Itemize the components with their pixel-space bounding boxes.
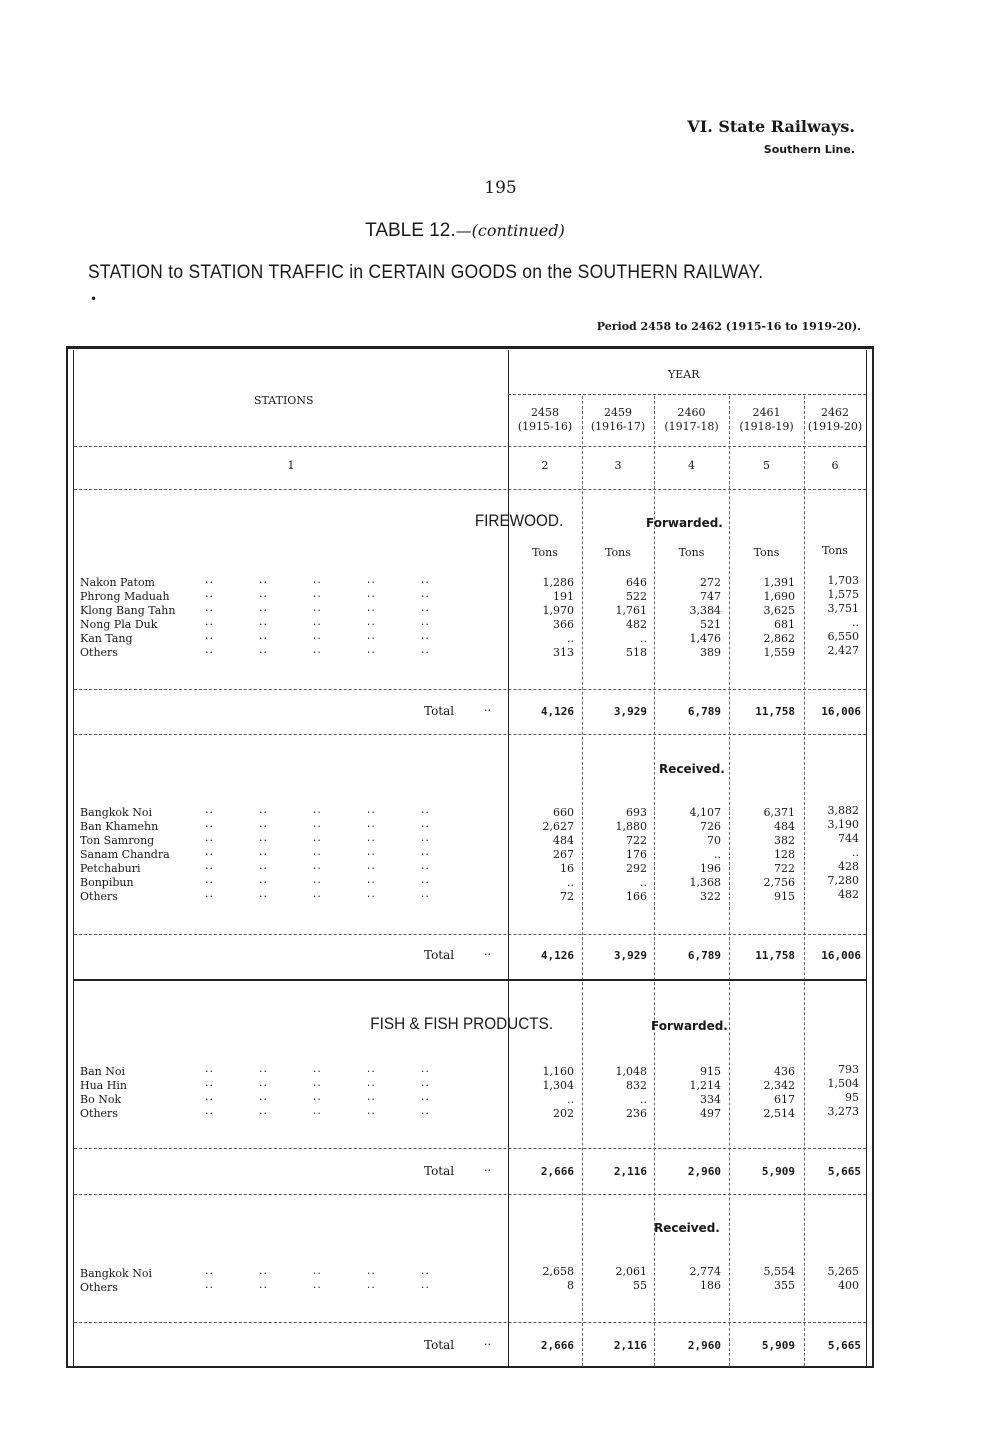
cell: 681	[774, 618, 795, 631]
cell: ..	[640, 876, 647, 889]
cell: 55	[633, 1279, 647, 1292]
station-name: Bangkok Noi	[80, 1267, 152, 1280]
cell: 1,504	[827, 1077, 859, 1090]
year-values-col-5	[764, 1065, 796, 1121]
cell: 722	[626, 834, 647, 847]
cell: 6,371	[763, 806, 795, 819]
cell: 186	[700, 1279, 721, 1292]
cell: 400	[838, 1279, 859, 1292]
cell: 497	[700, 1107, 721, 1120]
total-rule	[74, 1322, 866, 1323]
total-rule	[74, 1148, 866, 1149]
cell: 3,190	[827, 818, 859, 831]
total-cell: 2,116	[613, 1165, 647, 1178]
unit-label: Tons	[753, 546, 780, 559]
total-cell: 2,960	[687, 1165, 721, 1178]
total-cell: 16,006	[821, 705, 861, 718]
total-cell: 5,909	[761, 1165, 795, 1178]
stray-mark: •	[90, 292, 98, 306]
station-name: Others	[80, 890, 118, 903]
cell: 521	[700, 618, 721, 631]
cell: 2,514	[763, 1107, 795, 1120]
station-name: Phrong Maduah	[80, 590, 170, 603]
total-label: Total	[424, 704, 455, 718]
cell: 482	[838, 888, 859, 901]
unit-label: Tons	[822, 544, 848, 557]
table-right-rule	[872, 346, 874, 1368]
firewood-forwarded-label: Forwarded.	[646, 516, 723, 530]
cell: 646	[626, 576, 647, 589]
col-number-1: 1	[287, 459, 295, 472]
station-name: Others	[80, 646, 118, 659]
year-header: YEAR	[668, 368, 700, 381]
col-sep-5	[804, 396, 805, 1366]
unit-label: Tons	[605, 546, 631, 559]
year-col-3	[654, 406, 729, 434]
year-rule	[508, 394, 866, 395]
cell: ..	[852, 846, 859, 859]
total-cell: 2,666	[540, 1165, 574, 1178]
table-title: STATION to STATION TRAFFIC in CERTAIN GOODS on the SOUTHERN RAILWAY.	[88, 262, 764, 283]
cell: 722	[774, 862, 795, 875]
cell: 428	[838, 860, 859, 873]
station-name: Petchaburi	[80, 862, 141, 875]
cell: 522	[626, 590, 647, 603]
year-ce: (1917-18)	[664, 420, 719, 433]
cell: 915	[700, 1065, 721, 1078]
station-name: Nakon Patom	[80, 576, 155, 589]
year-values-col-6	[828, 574, 860, 658]
total-cell: 4,126	[540, 705, 574, 718]
year-values-col-4	[690, 1265, 722, 1293]
cell: 660	[553, 806, 574, 819]
col-sep-stations	[508, 350, 509, 1366]
header-rule-1	[74, 446, 866, 447]
total-label: Total	[424, 948, 455, 962]
year-values-col-3	[616, 1065, 648, 1121]
cell: 1,304	[542, 1079, 574, 1092]
year-col-4	[729, 406, 804, 434]
leader-dots: ·· ·· ·· ·· ·· ·· ·· ·· ·· ·· ·· ·· ·· ·· ·· ·· ·· ·· ·· ·· ·· ·· ·· ·· ·· ·· ·· ·· ·· ·· ·· ·· ·· ·· ··	[205, 806, 430, 903]
cell: ..	[567, 876, 574, 889]
cell: ..	[714, 848, 721, 861]
cell: 1,476	[689, 632, 721, 645]
cell: 191	[553, 590, 574, 603]
cell: 1,286	[542, 576, 574, 589]
cell: 70	[707, 834, 721, 847]
cell: 366	[553, 618, 574, 631]
section-heading: VI. State Railways.	[687, 117, 855, 136]
year-values-col-3	[616, 576, 648, 660]
leader-dots: ··	[484, 1164, 491, 1177]
unit-label: Tons	[532, 546, 558, 559]
cell: 267	[553, 848, 574, 861]
cell: 1,214	[689, 1079, 721, 1092]
year-values-col-4	[690, 576, 722, 660]
total-cell: 3,929	[613, 949, 647, 962]
cell: 95	[845, 1091, 859, 1104]
cell: 3,751	[827, 602, 859, 615]
station-name: Bangkok Noi	[80, 806, 152, 819]
col-sep-2	[582, 396, 583, 1366]
firewood-received-label: Received.	[659, 762, 725, 776]
leader-dots: ·· ·· ·· ·· ·· ·· ·· ·· ·· ··	[205, 1267, 430, 1294]
cell: 915	[774, 890, 795, 903]
cell: 322	[700, 890, 721, 903]
cell: 72	[560, 890, 574, 903]
year-ce: (1918-19)	[739, 420, 794, 433]
cell: 313	[553, 646, 574, 659]
cell: ..	[852, 616, 859, 629]
cell: 484	[774, 820, 795, 833]
station-name: Ton Samrong	[80, 834, 155, 847]
cell: 726	[700, 820, 721, 833]
period-caption: Period 2458 to 2462 (1915-16 to 1919-20).	[596, 320, 861, 333]
cell: 2,061	[615, 1265, 647, 1278]
col-number-3: 3	[614, 459, 622, 472]
cell: 202	[553, 1107, 574, 1120]
year-values-col-3	[616, 806, 648, 904]
year-values-col-5	[764, 806, 796, 904]
cell: 3,625	[763, 604, 795, 617]
cell: 272	[700, 576, 721, 589]
cell: 2,774	[689, 1265, 721, 1278]
cell: 334	[700, 1093, 721, 1106]
total-label: Total	[424, 1164, 455, 1178]
total-rule	[74, 689, 866, 690]
page-number: 195	[484, 178, 517, 198]
cell: 5,554	[763, 1265, 795, 1278]
cell: 693	[626, 806, 647, 819]
cell: 292	[626, 862, 647, 875]
col-number-2: 2	[541, 459, 549, 472]
year-values-col-2	[543, 1265, 575, 1293]
cell: 1,559	[763, 646, 795, 659]
cell: 2,862	[763, 632, 795, 645]
firewood-title: FIREWOOD.	[474, 511, 563, 530]
year-values-col-6	[828, 804, 860, 902]
firewood-received-stations	[80, 806, 170, 904]
fish-received-label: Received.	[654, 1221, 720, 1235]
cell: ..	[640, 632, 647, 645]
cell: 16	[560, 862, 574, 875]
cell: 747	[700, 590, 721, 603]
cell: 1,880	[615, 820, 647, 833]
table-number-label: TABLE 12.	[365, 220, 456, 241]
cell: 3,882	[827, 804, 859, 817]
cell: 7,280	[827, 874, 859, 887]
year-col-2	[582, 406, 654, 434]
cell: 3,384	[689, 604, 721, 617]
line-subheading: Southern Line.	[763, 143, 855, 156]
stations-header: STATIONS	[254, 394, 314, 407]
total-cell: 2,666	[540, 1339, 574, 1352]
cell: 1,391	[763, 576, 795, 589]
year-ce: (1915-16)	[517, 420, 573, 433]
cell: 5,265	[827, 1265, 859, 1278]
cell: 436	[774, 1065, 795, 1078]
fish-title: FISH & FISH PRODUCTS.	[370, 1014, 553, 1033]
cell: 1,160	[542, 1065, 574, 1078]
cell: 3,273	[827, 1105, 859, 1118]
fish-forwarded-stations	[80, 1065, 127, 1121]
fish-forwarded-label: Forwarded.	[651, 1019, 728, 1033]
leader-dots: ··	[484, 704, 491, 717]
cell: 1,575	[827, 588, 859, 601]
cell: ..	[567, 632, 574, 645]
total-cell: 11,758	[755, 949, 795, 962]
col-number-4: 4	[688, 459, 695, 472]
total-cell: 5,909	[761, 1339, 795, 1352]
col-sep-4	[729, 396, 730, 1366]
station-name: Others	[80, 1281, 118, 1294]
section-separator	[74, 979, 866, 981]
cell: 1,761	[615, 604, 647, 617]
total-cell: 2,960	[687, 1339, 721, 1352]
year-values-col-2	[543, 576, 575, 660]
cell: 389	[700, 646, 721, 659]
year-be: 2461	[752, 406, 781, 419]
cell: 1,048	[615, 1065, 647, 1078]
total-cell: 6,789	[687, 949, 721, 962]
station-name: Kan Tang	[80, 632, 133, 645]
total-rule	[74, 934, 866, 935]
leader-dots: ·· ·· ·· ·· ·· ·· ·· ·· ·· ·· ·· ·· ·· ·· ·· ·· ·· ·· ·· ·· ·· ·· ·· ·· ·· ·· ·· ·· ·· ··	[205, 576, 430, 659]
cell: 1,690	[763, 590, 795, 603]
cell: 484	[553, 834, 574, 847]
station-name: Bonpibun	[80, 876, 134, 889]
cell: 744	[838, 832, 859, 845]
table-left-inner-rule	[73, 350, 74, 1366]
cell: 482	[626, 618, 647, 631]
table-right-inner-rule	[866, 350, 867, 1366]
year-be: 2458	[531, 406, 559, 419]
section-rule	[74, 1194, 866, 1195]
station-name: Nong Pla Duk	[80, 618, 158, 631]
year-values-col-5	[764, 576, 796, 660]
cell: 2,627	[542, 820, 574, 833]
year-col-1	[508, 406, 582, 434]
section-rule	[74, 734, 866, 735]
cell: 196	[700, 862, 721, 875]
year-be: 2462	[821, 406, 849, 419]
cell: ..	[640, 1093, 647, 1106]
total-cell: 11,758	[755, 705, 795, 718]
total-cell: 4,126	[540, 949, 574, 962]
station-name: Bo Nok	[80, 1093, 122, 1106]
leader-dots: ·· ·· ·· ·· ·· ·· ·· ·· ·· ·· ·· ·· ·· ·· ·· ·· ·· ·· ·· ··	[205, 1065, 430, 1120]
cell: 1,703	[827, 574, 859, 587]
station-name: Klong Bang Tahn	[80, 604, 176, 617]
table-bottom-rule	[66, 1366, 874, 1368]
cell: 6,550	[827, 630, 859, 643]
year-values-col-4	[690, 806, 722, 904]
cell: 166	[626, 890, 647, 903]
year-values-col-5	[764, 1265, 796, 1293]
year-values-col-6	[828, 1265, 860, 1293]
cell: ..	[567, 1093, 574, 1106]
cell: 236	[626, 1107, 647, 1120]
table-continued: —(continued)	[455, 221, 565, 240]
table-number	[0, 220, 930, 242]
year-values-col-2	[543, 1065, 575, 1121]
cell: 2,756	[763, 876, 795, 889]
total-cell: 16,006	[821, 949, 861, 962]
table-top-rule	[66, 346, 874, 349]
year-be: 2459	[604, 406, 632, 419]
cell: 1,368	[689, 876, 721, 889]
station-name: Hua Hin	[80, 1079, 127, 1092]
fish-received-stations	[80, 1267, 152, 1295]
unit-label: Tons	[678, 546, 705, 559]
station-name: Ban Khamehn	[80, 820, 159, 833]
table-left-rule	[66, 346, 68, 1368]
leader-dots: ··	[484, 1338, 491, 1351]
total-cell: 5,665	[827, 1339, 861, 1352]
total-cell: 5,665	[827, 1165, 861, 1178]
station-name: Sanam Chandra	[80, 848, 170, 861]
year-values-col-2	[543, 806, 575, 904]
cell: 832	[626, 1079, 647, 1092]
cell: 8	[567, 1279, 574, 1292]
col-number-6: 6	[831, 459, 839, 472]
cell: 176	[626, 848, 647, 861]
station-name: Others	[80, 1107, 118, 1120]
cell: 617	[774, 1093, 795, 1106]
total-cell: 3,929	[613, 705, 647, 718]
year-values-col-3	[616, 1265, 648, 1293]
year-ce: (1919-20)	[807, 420, 863, 433]
header-rule-2	[74, 489, 866, 490]
total-label: Total	[424, 1338, 455, 1352]
year-be: 2460	[677, 406, 706, 419]
year-values-col-4	[690, 1065, 722, 1121]
year-values-col-6	[828, 1063, 860, 1119]
year-ce: (1916-17)	[590, 420, 646, 433]
cell: 2,427	[827, 644, 859, 657]
cell: 128	[774, 848, 795, 861]
cell: 2,658	[542, 1265, 574, 1278]
firewood-forwarded-stations	[80, 576, 175, 660]
col-number-5: 5	[763, 459, 770, 472]
leader-dots: ··	[484, 948, 491, 961]
cell: 1,970	[542, 604, 574, 617]
total-cell: 6,789	[687, 705, 721, 718]
cell: 518	[626, 646, 647, 659]
cell: 355	[774, 1279, 795, 1292]
cell: 2,342	[763, 1079, 795, 1092]
year-col-5	[804, 406, 866, 434]
cell: 793	[838, 1063, 859, 1076]
cell: 382	[774, 834, 795, 847]
cell: 4,107	[689, 806, 721, 819]
station-name: Ban Noi	[80, 1065, 125, 1078]
total-cell: 2,116	[613, 1339, 647, 1352]
